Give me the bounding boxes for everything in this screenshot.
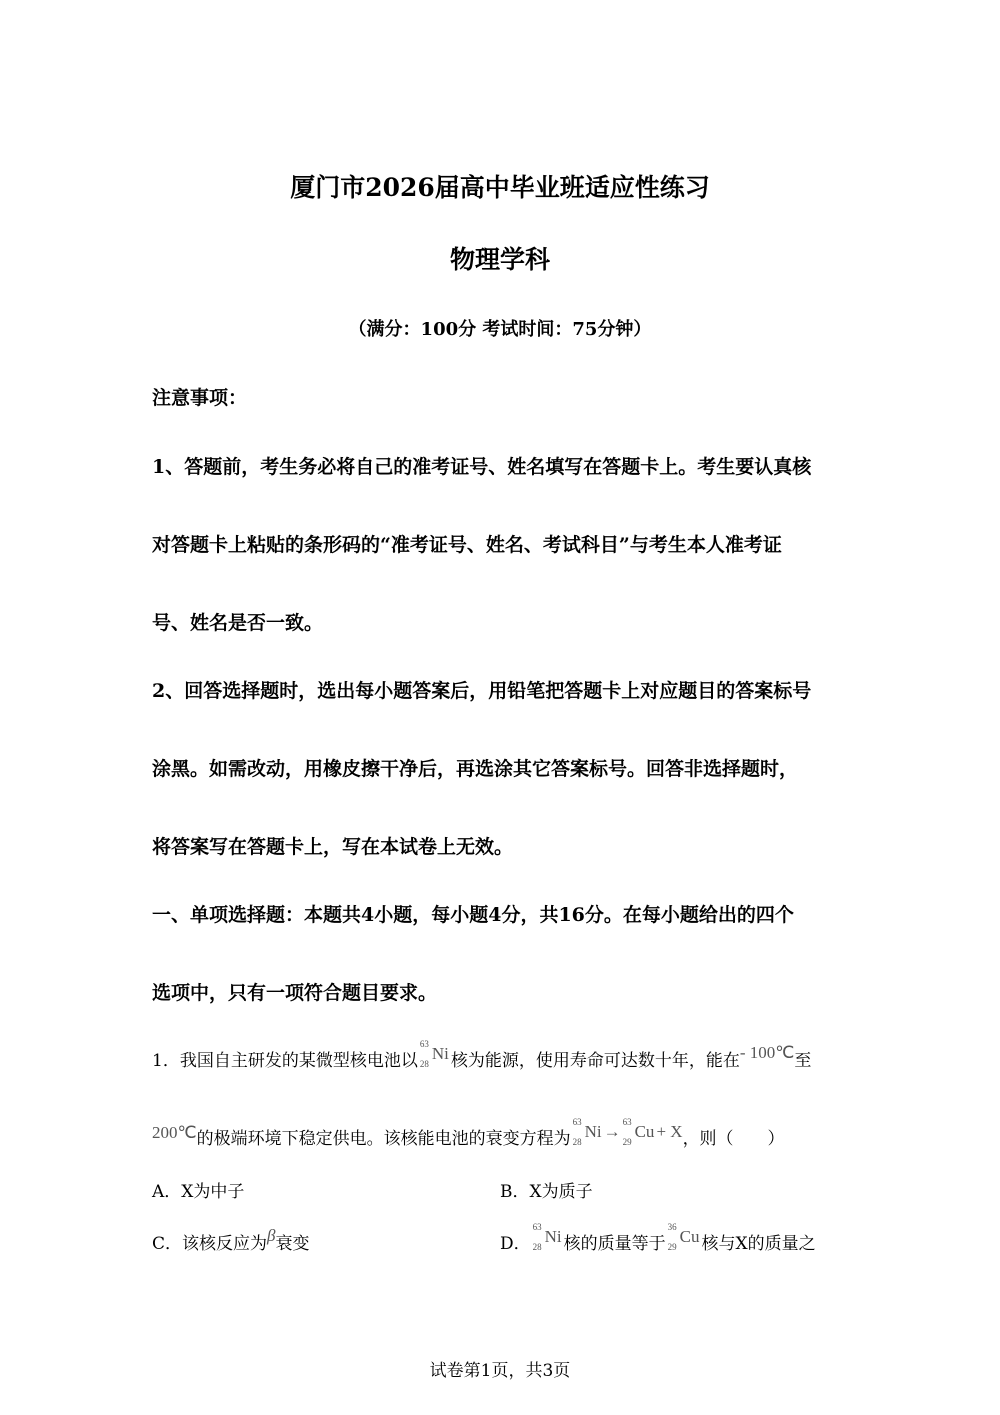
temp-low: - 100℃ — [739, 1043, 795, 1062]
eq-cu-nuclide — [622, 1117, 655, 1149]
eq-ni-mass-number: 63 — [572, 1117, 582, 1127]
option-c-pre: C．该核反应为 — [152, 1234, 268, 1254]
notice-item2-line2: 涂黑。如需改动，用橡皮擦干净后，再选涂其它答案标号。回答非选择题时， — [152, 758, 799, 780]
exam-title: 厦门市2026届高中毕业班适应性练习 — [290, 173, 710, 202]
section1-line1: 一、单项选择题：本题共4小题，每小题4分，共16分。在每小题给出的四个 — [152, 904, 794, 926]
option-c[interactable] — [152, 1226, 310, 1254]
question1-text-d: 的极端环境下稳定供电。该核能电池的衰变方程为 — [196, 1129, 571, 1149]
option-c-post: 衰变 — [275, 1234, 310, 1254]
option-d-ni-nuclide — [532, 1222, 562, 1254]
option-d-ni-atomic: 28 — [532, 1242, 542, 1252]
ni-nuclide — [419, 1039, 449, 1071]
eq-ni-nuclide — [572, 1117, 602, 1149]
option-d-cu-atomic: 29 — [667, 1242, 677, 1252]
ni-mass-number: 63 — [419, 1039, 429, 1049]
notice-item2-line1: 2、回答选择题时，选出每小题答案后，用铅笔把答题卡上对应题目的答案标号 — [152, 680, 812, 702]
option-d-ni-mass: 63 — [532, 1222, 542, 1232]
notice-item1-line2: 对答题卡上粘贴的条形码的“准考证号、姓名、考试科目”与考生本人准考证 — [152, 534, 782, 556]
eq-ni-atomic-number: 28 — [572, 1137, 582, 1147]
question1-text-b: 核为能源，使用寿命可达数十年，能在 — [450, 1051, 740, 1071]
beta-symbol: β — [267, 1226, 276, 1245]
question1-line1 — [152, 1039, 812, 1071]
question1-text-e: ，则（ ） — [682, 1129, 785, 1149]
notice-item1-line1: 1、答题前，考生务必将自己的准考证号、姓名填写在答题卡上。考生要认真核 — [152, 456, 812, 478]
eq-ni-symbol: Ni — [584, 1122, 602, 1141]
option-d-ni-symbol: Ni — [544, 1227, 562, 1246]
page-footer: 试卷第1页，共3页 — [429, 1361, 571, 1381]
eq-arrow: → — [603, 1122, 621, 1141]
notice-item1-line3: 号、姓名是否一致。 — [152, 612, 324, 634]
eq-cu-atomic-number: 29 — [622, 1137, 632, 1147]
eq-cu-mass-number: 63 — [622, 1117, 632, 1127]
eq-cu-symbol: Cu — [634, 1122, 655, 1141]
option-d-cu-nuclide — [667, 1222, 700, 1254]
exam-info: （满分：100分 考试时间：75分钟） — [348, 319, 652, 340]
notice-heading: 注意事项： — [152, 387, 248, 409]
question1-text-a: 1．我国自主研发的某微型核电池以 — [152, 1051, 418, 1071]
option-d-cu-mass: 36 — [667, 1222, 677, 1232]
notice-item2-line3: 将答案写在答题卡上，写在本试卷上无效。 — [152, 836, 514, 858]
option-b[interactable]: B．X为质子 — [500, 1182, 593, 1202]
option-a[interactable]: A．X为中子 — [152, 1182, 245, 1202]
ni-atomic-number: 28 — [419, 1059, 429, 1069]
ni-symbol: Ni — [431, 1044, 449, 1063]
temp-high: 200℃ — [152, 1123, 197, 1142]
eq-tail: + X — [656, 1122, 683, 1141]
section1-line2: 选项中，只有一项符合题目要求。 — [152, 982, 438, 1004]
option-d-post: 核与X的质量之 — [701, 1234, 816, 1254]
question1-line2 — [152, 1117, 785, 1149]
option-d[interactable] — [500, 1222, 816, 1254]
option-d-mid: 核的质量等于 — [563, 1234, 666, 1254]
option-d-pre: D． — [500, 1234, 531, 1254]
exam-subject: 物理学科 — [449, 245, 550, 274]
question1-text-c: 至 — [794, 1051, 812, 1071]
option-d-cu-symbol: Cu — [679, 1227, 700, 1246]
